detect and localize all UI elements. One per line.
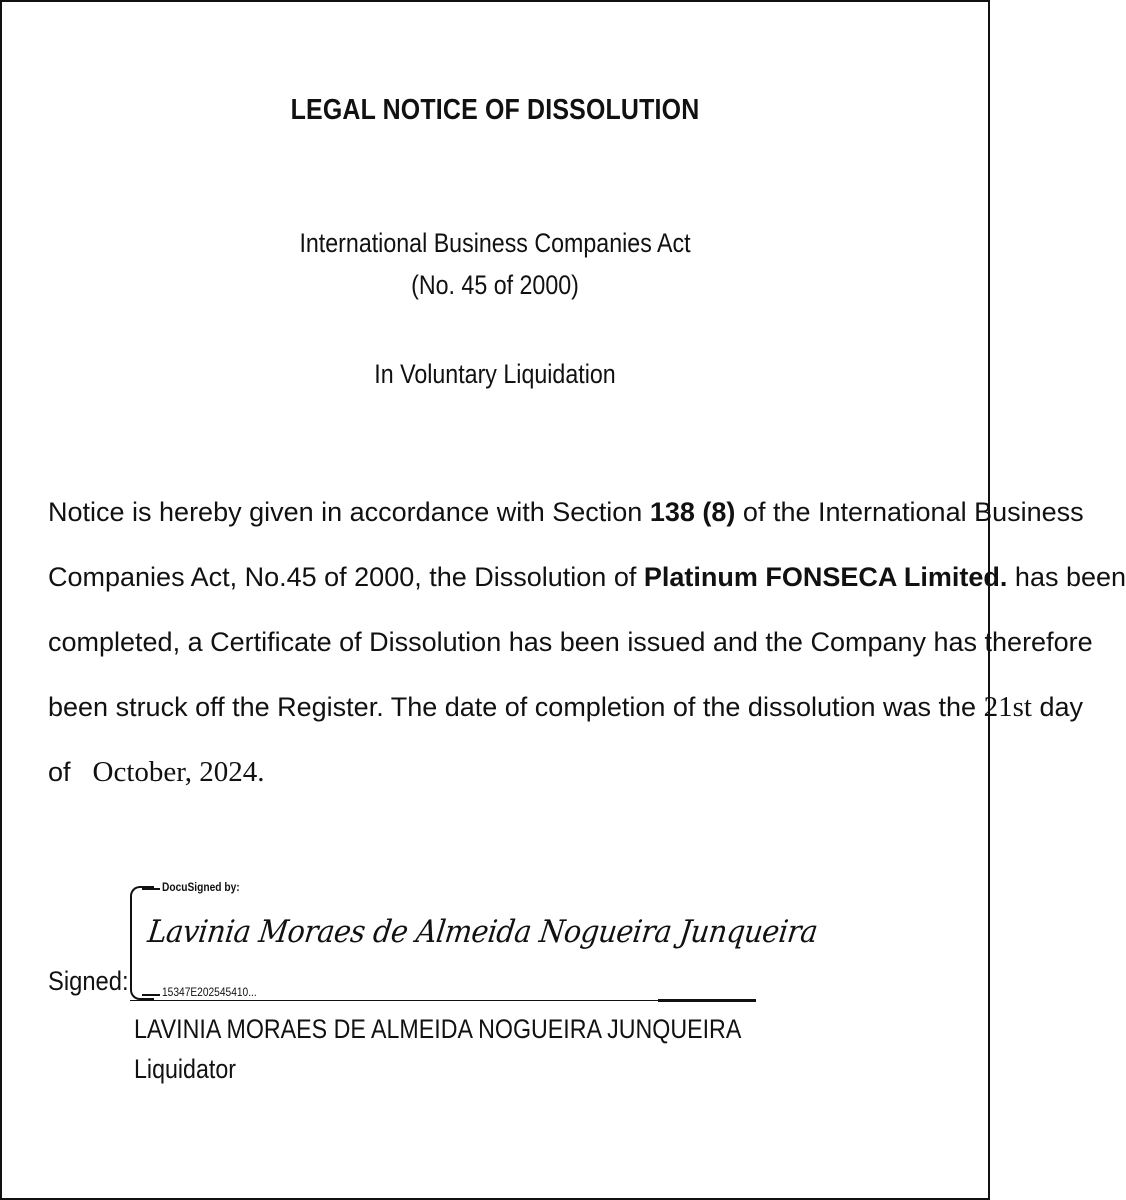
completion-month-year: October, 2024. <box>92 756 265 788</box>
notice-line-5 <box>48 740 950 805</box>
company-name: Platinum FONSECA Limited. <box>643 562 1008 592</box>
notice-text: Companies Act, No.45 of 2000, the Dissolution of <box>48 562 637 592</box>
notice-text: been struck off the Register. The date of completion of the dissolution was the <box>48 692 977 722</box>
act-number: (No. 45 of 2000) <box>411 270 579 300</box>
notice-line-4 <box>48 675 1083 740</box>
signature-line <box>130 1000 658 1001</box>
section-reference: 138 (8) <box>649 497 736 527</box>
notice-text: has been <box>1014 562 1126 592</box>
handwritten-signature: Lavinia Moraes de Almeida Nogueira Junqueira <box>145 914 820 950</box>
notice-text: day <box>1039 692 1083 722</box>
signed-label: Signed: <box>48 966 129 996</box>
act-name: International Business Companies Act <box>299 228 691 258</box>
liquidation-status: In Voluntary Liquidation <box>374 359 616 389</box>
liquidator-name: LAVINIA MORAES DE ALMEIDA NOGUEIRA JUNQUEIRA <box>134 1014 742 1044</box>
notice-text: Notice is hereby given in accordance with Section <box>48 497 643 527</box>
completion-day: 21st <box>983 691 1032 723</box>
signature-line-end <box>658 999 756 1002</box>
docusign-bracket-top <box>142 888 160 890</box>
notice-line-3 <box>48 610 1093 675</box>
docusign-label: DocuSigned by: <box>162 880 240 894</box>
notice-text: of the International Business <box>742 497 1084 527</box>
notice-text: completed, a Certificate of Dissolution has been issued and the Company has therefore <box>48 627 1093 657</box>
notice-paragraph <box>48 480 1126 805</box>
notice-line-2 <box>48 545 1126 610</box>
notice-line-1 <box>48 480 1084 545</box>
document-title: LEGAL NOTICE OF DISSOLUTION <box>290 94 700 126</box>
docusign-bracket-bottom <box>142 994 160 996</box>
docusign-envelope-id: 15347E202545410... <box>162 985 257 999</box>
liquidator-role: Liquidator <box>134 1054 236 1084</box>
notice-text: of <box>48 757 71 787</box>
